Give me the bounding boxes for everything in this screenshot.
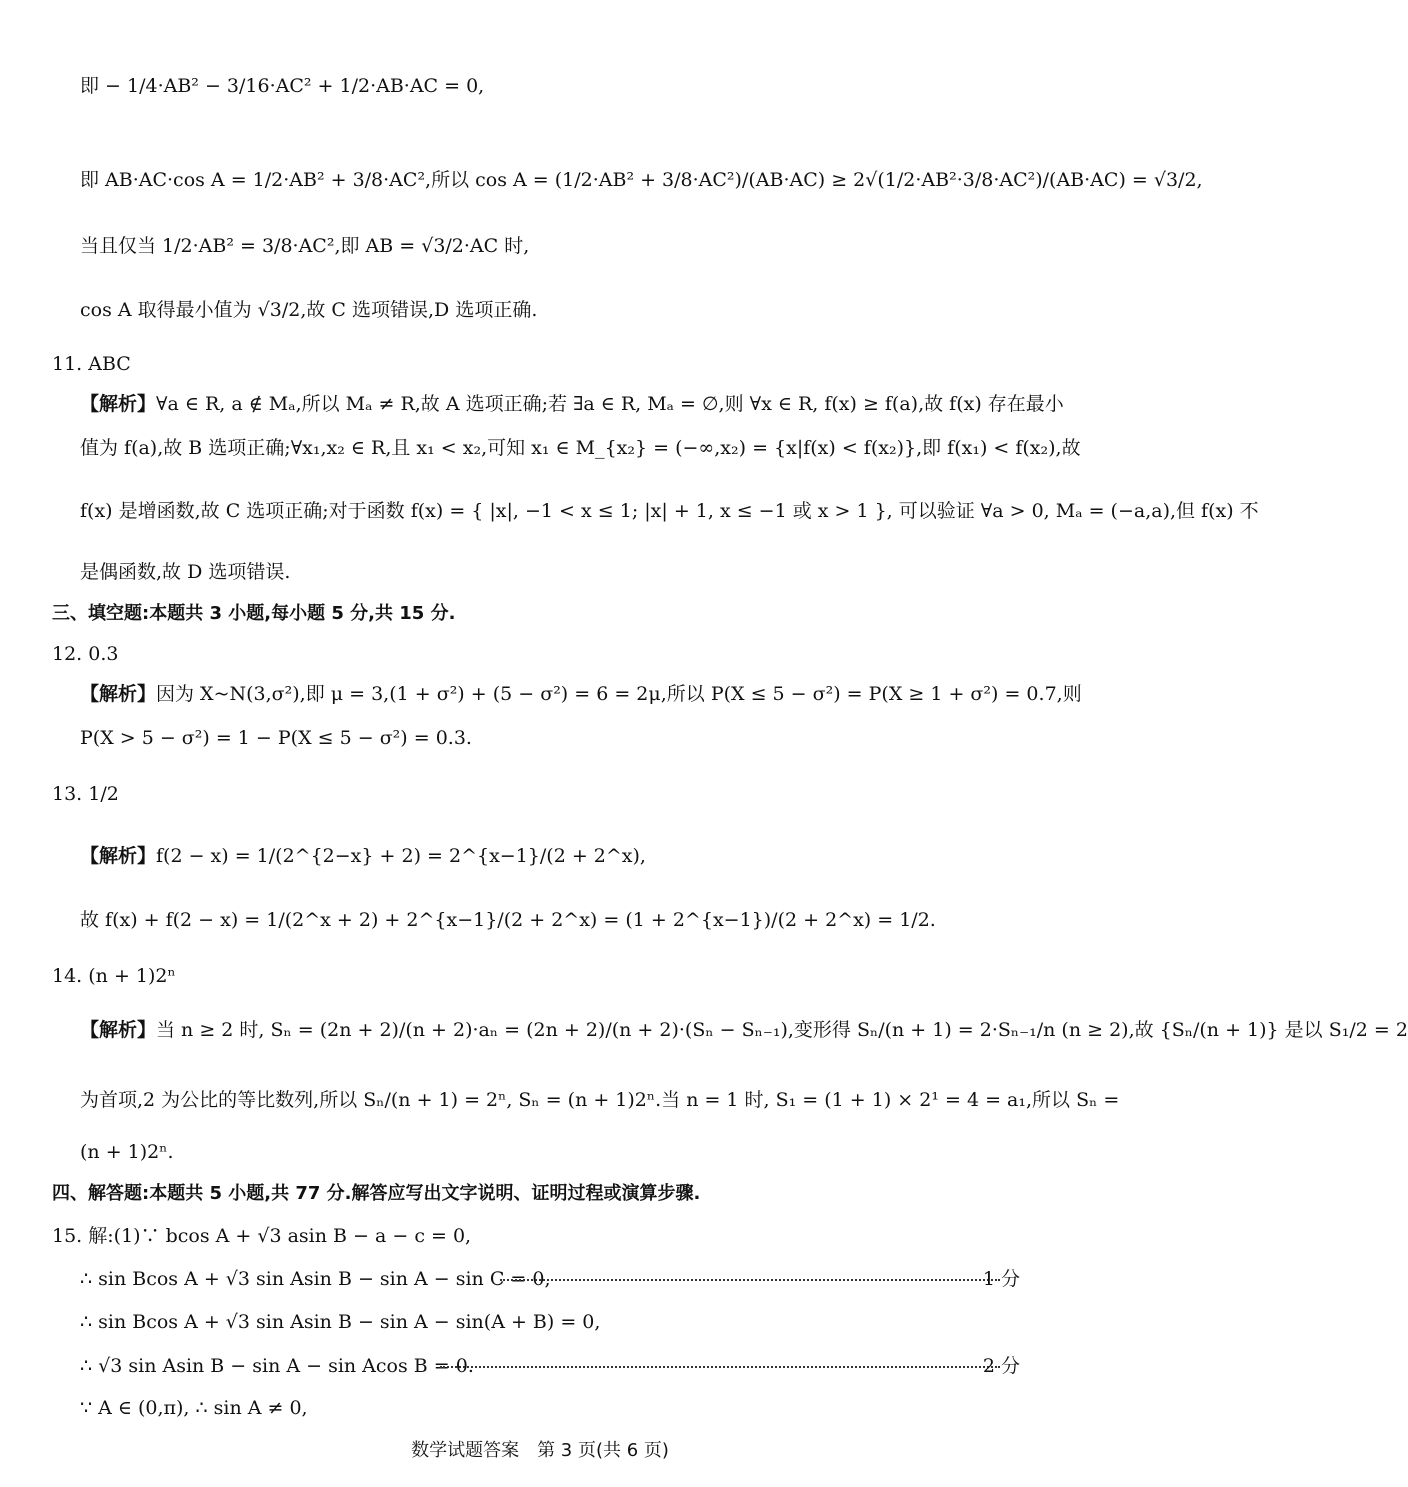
analysis-label: 【解析】	[80, 683, 157, 705]
analysis-12-line	[80, 680, 1082, 708]
analysis-label: 【解析】	[80, 393, 157, 415]
text-line: 为首项,2 为公比的等比数列,所以 Sₙ/(n + 1) = 2ⁿ, Sₙ = (n + 1)2ⁿ.当 n = 1 时, S₁ = (1 + 1) × 2¹ = 4 = a₁,所以 Sₙ =	[80, 1089, 1120, 1111]
analysis-11-line	[80, 390, 1064, 418]
analysis-label: 【解析】	[80, 1019, 157, 1041]
score-mark: 2 分	[982, 1355, 1020, 1377]
answer-14: 14. (n + 1)2ⁿ	[52, 965, 176, 987]
analysis-label: 【解析】	[80, 845, 157, 867]
text-line: 即 − 1/4·AB² − 3/16·AC² + 1/2·AB·AC = 0,	[80, 75, 485, 97]
page-footer: 数学试题答案 第 3 页(共 6 页)	[411, 1440, 669, 1461]
text-line: ∴ √3 sin Asin B − sin A − sin Acos B = 0.	[80, 1355, 474, 1377]
analysis-text: 因为 X~N(3,σ²),即 μ = 3,(1 + σ²) + (5 − σ²) = 6 = 2μ,所以 P(X ≤ 5 − σ²) = P(X ≥ 1 + σ²) = 0.7,则	[156, 683, 1082, 705]
text-line: 是偶函数,故 D 选项错误.	[80, 561, 291, 583]
text-line: (n + 1)2ⁿ.	[80, 1141, 174, 1163]
answer-11: 11. ABC	[52, 353, 131, 375]
text-line: f(x) 是增函数,故 C 选项正确;对于函数 f(x) = { |x|, −1 < x ≤ 1; |x| + 1, x ≤ −1 或 x > 1 }, 可以验证 ∀a > 0, Mₐ = (−a,a),但 f(x) 不	[80, 500, 1259, 522]
dotted-leader	[440, 1366, 1000, 1368]
text-line: 当且仅当 1/2·AB² = 3/8·AC²,即 AB = √3/2·AC 时,	[80, 235, 530, 257]
answer-12: 12. 0.3	[52, 643, 119, 665]
analysis-text: f(2 − x) = 1/(2^{2−x} + 2) = 2^{x−1}/(2 + 2^x),	[156, 845, 646, 867]
section-heading-3: 三、填空题:本题共 3 小题,每小题 5 分,共 15 分.	[52, 603, 456, 624]
analysis-text: 当 n ≥ 2 时, Sₙ = (2n + 2)/(n + 2)·aₙ = (2n + 2)/(n + 2)·(Sₙ − Sₙ₋₁),变形得 Sₙ/(n + 1) = 2·Sₙ₋₁/n (n ≥ 2),故 {Sₙ/(n + 1)} 是以 S₁/2 = 2	[156, 1019, 1408, 1041]
section-heading-4: 四、解答题:本题共 5 小题,共 77 分.解答应写出文字说明、证明过程或演算步骤.	[52, 1183, 701, 1204]
score-mark: 1 分	[982, 1268, 1020, 1290]
text-line: ∴ sin Bcos A + √3 sin Asin B − sin A − sin(A + B) = 0,	[80, 1311, 601, 1333]
score-leader	[0, 1352, 1080, 1380]
text-line: 值为 f(a),故 B 选项正确;∀x₁,x₂ ∈ R,且 x₁ < x₂,可知 x₁ ∈ M_{x₂} = (−∞,x₂) = {x|f(x) < f(x₂)},即 f(x₁) < f(x₂),故	[80, 437, 1081, 459]
dotted-leader	[500, 1279, 1000, 1281]
analysis-14-line	[80, 1016, 1408, 1044]
score-leader	[0, 1265, 1080, 1293]
text-line: P(X > 5 − σ²) = 1 − P(X ≤ 5 − σ²) = 0.3.	[80, 727, 472, 749]
text-line: cos A 取得最小值为 √3/2,故 C 选项错误,D 选项正确.	[80, 299, 538, 321]
analysis-text: ∀a ∈ R, a ∉ Mₐ,所以 Mₐ ≠ R,故 A 选项正确;若 ∃a ∈ R, Mₐ = ∅,则 ∀x ∈ R, f(x) ≥ f(a),故 f(x) 存在最小	[156, 393, 1064, 415]
text-line: ∵ A ∈ (0,π), ∴ sin A ≠ 0,	[80, 1397, 308, 1419]
answer-13: 13. 1/2	[52, 783, 119, 805]
text-line: 即 AB·AC·cos A = 1/2·AB² + 3/8·AC²,所以 cos A = (1/2·AB² + 3/8·AC²)/(AB·AC) ≥ 2√(1/2·AB²·3/8·AC²)/(AB·AC) = √3/2,	[80, 169, 1203, 191]
text-line: ∴ sin Bcos A + √3 sin Asin B − sin A − sin C = 0,	[80, 1268, 551, 1290]
text-line: 故 f(x) + f(2 − x) = 1/(2^x + 2) + 2^{x−1}/(2 + 2^x) = (1 + 2^{x−1})/(2 + 2^x) = 1/2.	[80, 909, 936, 931]
problem-15: 15. 解:(1)∵ bcos A + √3 asin B − a − c = 0,	[52, 1225, 472, 1247]
analysis-13-line	[80, 842, 1020, 870]
